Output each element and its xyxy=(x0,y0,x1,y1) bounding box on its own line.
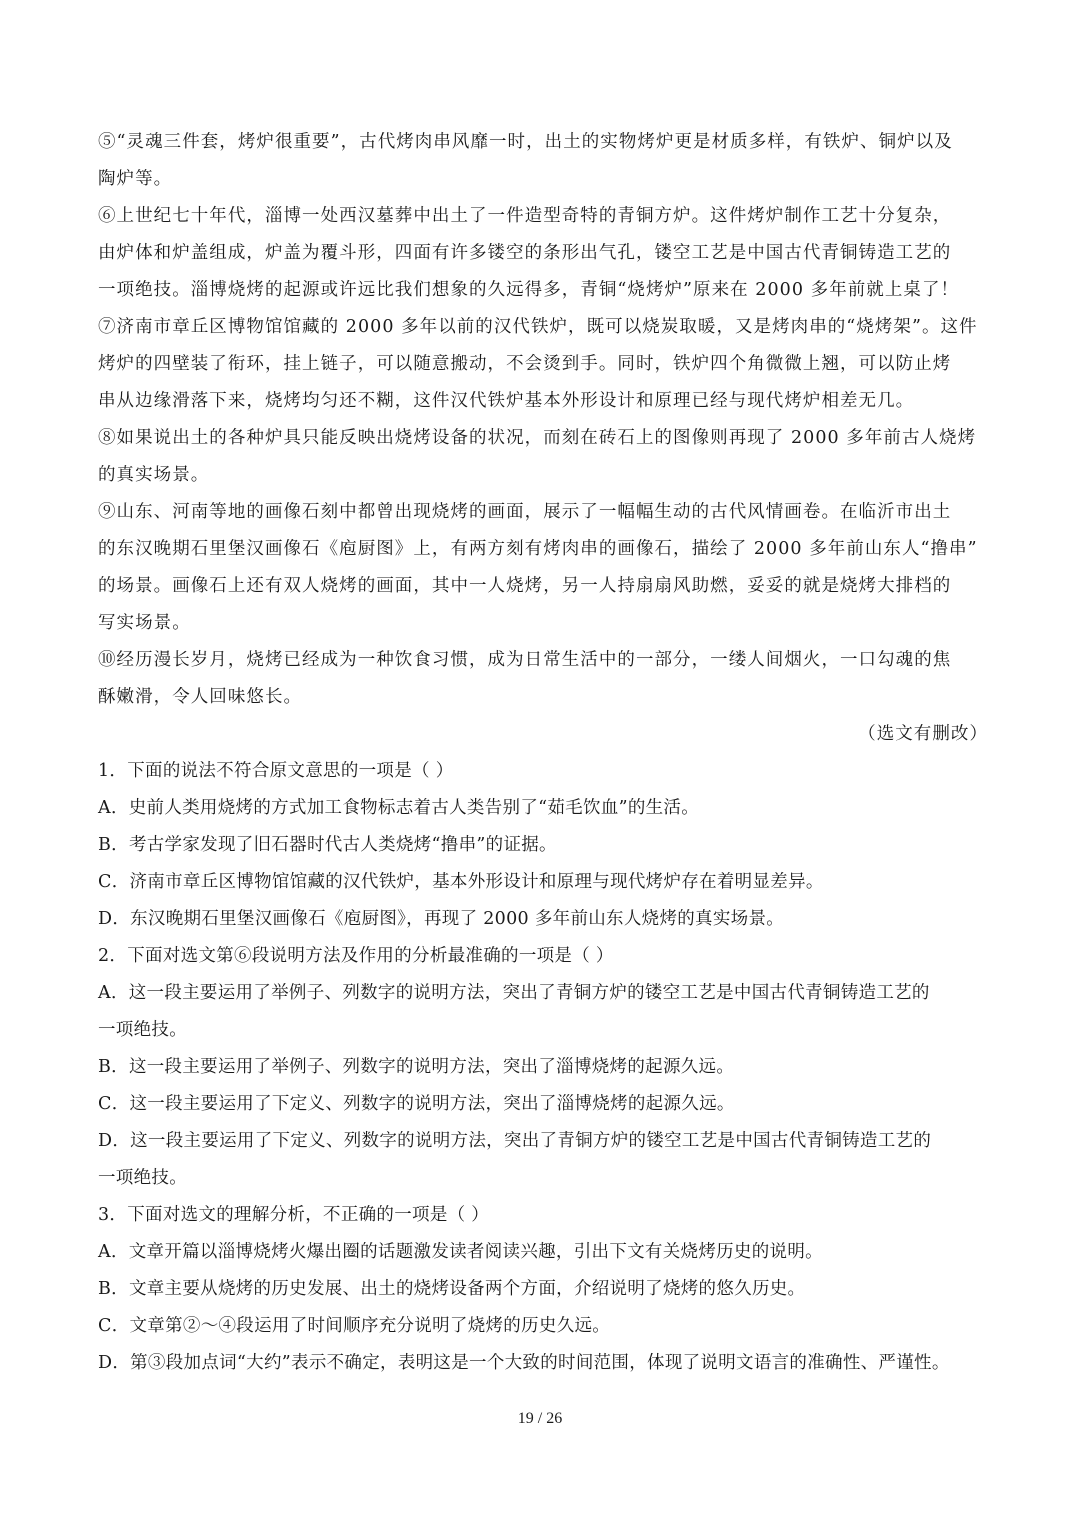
question-stem: 3．下面对选文的理解分析，不正确的一项是（ ） xyxy=(98,1205,490,1225)
page-content xyxy=(98,124,988,1382)
question-stem: 2．下面对选文第⑥段说明方法及作用的分析最准确的一项是（ ） xyxy=(98,946,614,966)
passage-line: 的真实场景。 xyxy=(98,465,210,485)
passage-line: 由炉体和炉盖组成，炉盖为覆斗形，四面有许多镂空的条形出气孔，镂空工艺是中国古代青铜铸造工艺的 xyxy=(98,243,952,263)
answer-option: A．史前人类用烧烤的方式加工食物标志着古人类告别了“茹毛饮血”的生活。 xyxy=(98,798,700,818)
answer-option: A．文章开篇以淄博烧烤火爆出圈的话题激发读者阅读兴趣，引出下文有关烧烤历史的说明。 xyxy=(98,1242,823,1262)
answer-option: B．文章主要从烧烤的历史发展、出土的烧烤设备两个方面，介绍说明了烧烤的悠久历史。 xyxy=(98,1279,806,1299)
answer-option: A．这一段主要运用了举例子、列数字的说明方法，突出了青铜方炉的镂空工艺是中国古代青铜铸造工艺的 xyxy=(98,983,930,1003)
source-note: （选文有删改） xyxy=(858,724,988,744)
question-list xyxy=(98,753,988,1382)
reading-passage xyxy=(98,124,988,753)
answer-option: D．这一段主要运用了下定义、列数字的说明方法，突出了青铜方炉的镂空工艺是中国古代青铜铸造工艺的 xyxy=(98,1131,932,1151)
passage-line: 陶炉等。 xyxy=(98,169,173,189)
passage-line: ⑨山东、河南等地的画像石刻中都曾出现烧烤的画面，展示了一幅幅生动的古代风情画卷。在临沂市出土 xyxy=(98,502,952,522)
question-stem: 1．下面的说法不符合原文意思的一项是（ ） xyxy=(98,761,454,781)
passage-line: 烤炉的四壁装了衔环，挂上链子，可以随意搬动，不会烫到手。同时，铁炉四个角微微上翘，可以防止烤 xyxy=(98,354,952,374)
passage-line: 的东汉晚期石里堡汉画像石《庖厨图》上，有两方刻有烤肉串的画像石，描绘了 2000 多年前山东人“撸串” xyxy=(98,539,978,559)
passage-line: ⑦济南市章丘区博物馆馆藏的 2000 多年以前的汉代铁炉，既可以烧炭取暖，又是烤肉串的“烧烤架”。这件 xyxy=(98,317,978,337)
answer-option: B．考古学家发现了旧石器时代古人类烧烤“撸串”的证据。 xyxy=(98,835,557,855)
passage-line: 酥嫩滑，令人回味悠长。 xyxy=(98,687,303,707)
page-number: 19 / 26 xyxy=(517,1410,563,1427)
passage-line: 一项绝技。淄博烧烤的起源或许远比我们想象的久远得多，青铜“烧烤炉”原来在 2000 多年前就上桌了！ xyxy=(98,280,960,300)
passage-line: 的场景。画像石上还有双人烧烤的画面，其中一人烧烤，另一人持扇扇风助燃，妥妥的就是烧烤大排档的 xyxy=(98,576,952,596)
answer-option: C．这一段主要运用了下定义、列数字的说明方法，突出了淄博烧烤的起源久远。 xyxy=(98,1094,735,1114)
answer-option: C．文章第②～④段运用了时间顺序充分说明了烧烤的历史久远。 xyxy=(98,1316,611,1336)
passage-line: ⑥上世纪七十年代，淄博一处西汉墓葬中出土了一件造型奇特的青铜方炉。这件烤炉制作工艺十分复杂， xyxy=(98,206,952,226)
answer-option: B．这一段主要运用了举例子、列数字的说明方法，突出了淄博烧烤的起源久远。 xyxy=(98,1057,735,1077)
answer-option: D．东汉晚期石里堡汉画像石《庖厨图》，再现了 2000 多年前山东人烧烤的真实场景。 xyxy=(98,909,785,929)
answer-option: 一项绝技。 xyxy=(98,1168,187,1188)
passage-line: 写实场景。 xyxy=(98,613,191,633)
passage-line: ⑩经历漫长岁月，烧烤已经成为一种饮食习惯，成为日常生活中的一部分，一缕人间烟火，一口勾魂的焦 xyxy=(98,650,952,670)
answer-option: 一项绝技。 xyxy=(98,1020,187,1040)
passage-line: ⑧如果说出土的各种炉具只能反映出烧烤设备的状况，而刻在砖石上的图像则再现了 2000 多年前古人烧烤 xyxy=(98,428,977,448)
passage-line: 串从边缘滑落下来，烧烤均匀还不糊，这件汉代铁炉基本外形设计和原理已经与现代烤炉相差无几。 xyxy=(98,391,915,411)
answer-option: C．济南市章丘区博物馆馆藏的汉代铁炉，基本外形设计和原理与现代烤炉存在着明显差异。 xyxy=(98,872,824,892)
passage-line: ⑤“灵魂三件套，烤炉很重要”，古代烤肉串风靡一时，出土的实物烤炉更是材质多样，有铁炉、铜炉以及 xyxy=(98,132,953,152)
answer-option: D．第③段加点词“大约”表示不确定，表明这是一个大致的时间范围，体现了说明文语言的准确性、严谨性。 xyxy=(98,1353,950,1373)
